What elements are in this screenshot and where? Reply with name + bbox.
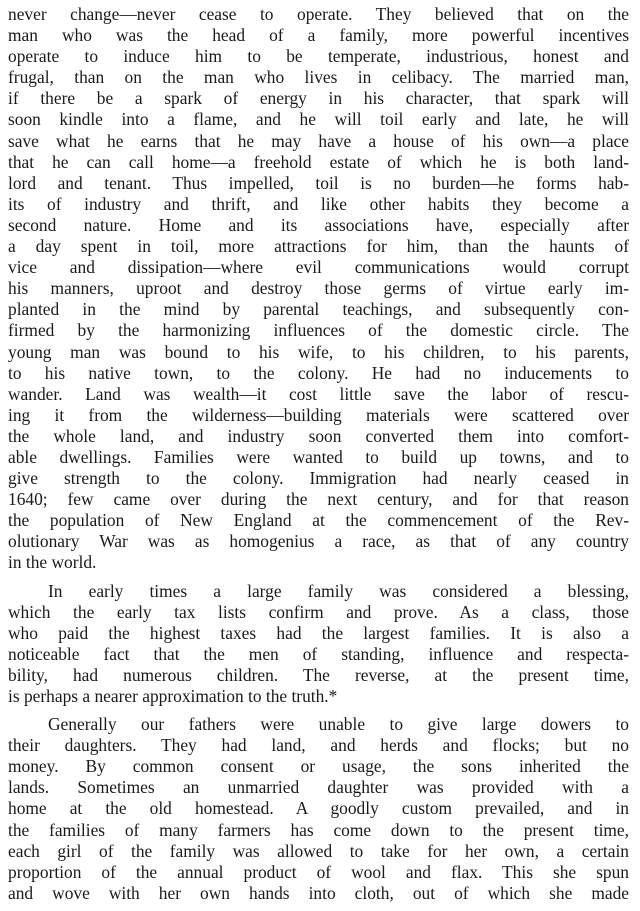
- text-line: which the early tax lists confirm and prove. As a class, those: [8, 601, 629, 622]
- text-line: and wove with her own hands into cloth, out of which she made: [8, 882, 629, 903]
- text-line: a day spent in toil, more attractions for him, than the haunts of: [8, 236, 629, 257]
- text-line: In early times a large family was considered a blessing,: [48, 580, 629, 601]
- text-line: olutionary War was as homogenius a race, as that of any country: [8, 531, 629, 552]
- text-line: proportion of the annual product of wool and flax. This she spun: [8, 861, 629, 882]
- text-line: each girl of the family was allowed to take for her own, a certain: [8, 840, 629, 861]
- text-line: in the world.: [8, 552, 97, 573]
- text-line: the population of New England at the commencement of the Rev-: [8, 510, 629, 531]
- text-line: if there be a spark of energy in his character, that spark will: [8, 88, 629, 109]
- text-line: lord and tenant. Thus impelled, toil is no burden—he forms hab-: [8, 172, 629, 193]
- text-line: ing it from the wilderness—building materials were scattered over: [8, 404, 629, 425]
- text-line: save what he earns that he may have a house of his own—a place: [8, 130, 629, 151]
- text-line: Generally our fathers were unable to give large dowers to: [48, 714, 629, 735]
- text-line: give strength to the colony. Immigration had nearly ceased in: [8, 468, 629, 489]
- text-line: home at the old homestead. A goodly custom prevailed, and in: [8, 798, 629, 819]
- text-line: firmed by the harmonizing influences of the domestic circle. The: [8, 320, 629, 341]
- text-line: that he can call home—a freehold estate of which he is both land-: [8, 151, 629, 172]
- paragraph: [8, 581, 629, 708]
- text-line: lands. Sometimes an unmarried daughter was provided with a: [8, 777, 629, 798]
- document-page: [8, 4, 629, 911]
- text-line: the families of many farmers has come down to the present time,: [8, 819, 629, 840]
- paragraph: [8, 714, 629, 904]
- text-line: noticeable fact that the men of standing, influence and respecta-: [8, 643, 629, 664]
- text-line: is perhaps a nearer approximation to the truth.*: [8, 686, 338, 706]
- text-line: 1640; few came over during the next century, and for that reason: [8, 489, 629, 510]
- text-line: money. By common consent or usage, the sons inherited the: [8, 756, 629, 777]
- text-line: planted in the mind by parental teachings, and subsequently con-: [8, 299, 629, 320]
- text-line: second nature. Home and its associations have, especially after: [8, 214, 629, 235]
- text-line: vice and dissipation—where evil communications would corrupt: [8, 257, 629, 278]
- text-line: able dwellings. Families were wanted to build up towns, and to: [8, 446, 629, 467]
- text-line: to his native town, to the colony. He had no inducements to: [8, 362, 629, 383]
- text-line: never change—never cease to operate. They believed that on the: [8, 4, 629, 24]
- paragraph: [8, 4, 629, 574]
- text-line: his manners, uproot and destroy those germs of virtue early im-: [8, 278, 629, 299]
- text-line: bility, had numerous children. The reverse, at the present time,: [8, 664, 629, 685]
- text-line: operate to induce him to be temperate, industrious, honest and: [8, 46, 629, 67]
- text-line: man who was the head of a family, more powerful incentives: [8, 25, 629, 46]
- text-line: who paid the highest taxes had the largest families. It is also a: [8, 622, 629, 643]
- text-line: frugal, than on the man who lives in celibacy. The married man,: [8, 67, 629, 88]
- text-line: young man was bound to his wife, to his children, to his parents,: [8, 341, 629, 362]
- text-line: wander. Land was wealth—it cost little save the labor of rescu-: [8, 383, 629, 404]
- text-line: its of industry and thrift, and like other habits they become a: [8, 193, 629, 214]
- text-line: their daughters. They had land, and herds and flocks; but no: [8, 735, 629, 756]
- text-line: soon kindle into a flame, and he will toil early and late, he will: [8, 109, 629, 130]
- text-line: the whole land, and industry soon converted them into comfort-: [8, 425, 629, 446]
